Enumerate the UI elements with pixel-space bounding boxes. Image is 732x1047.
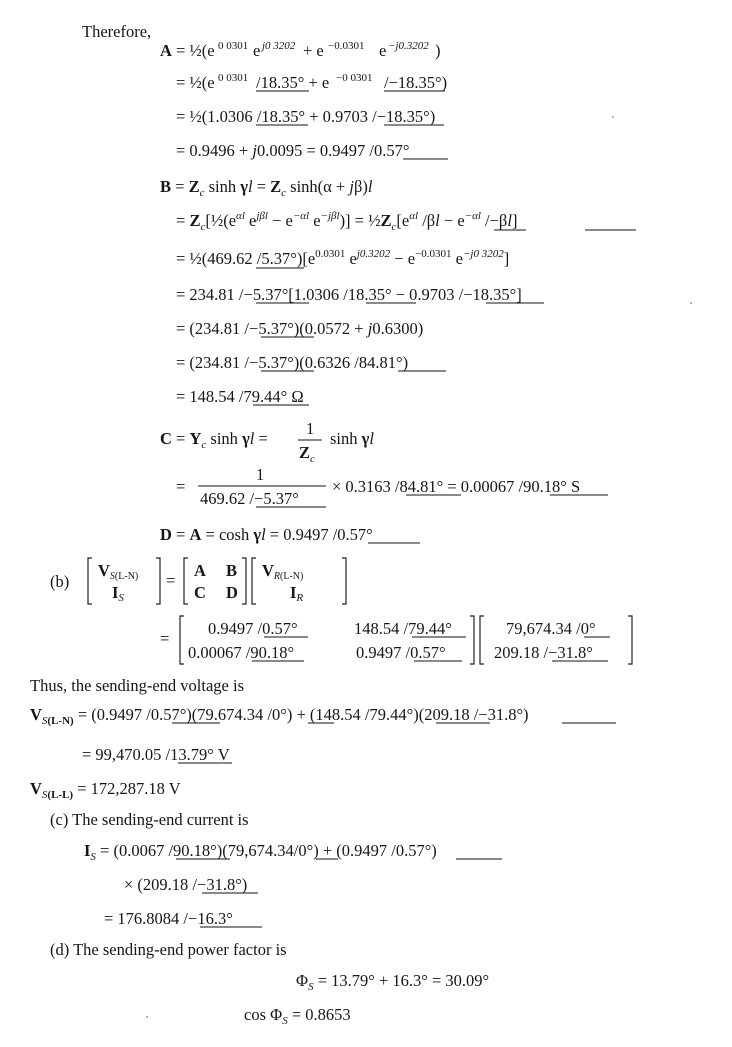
svg-text:B = Zc sinh γl = Zc sinh(α + j: $B = Z_c$ $\sinh \gamma l = Z_c$ sinh(α + jβ)l (160, 177, 373, 199)
svg-text:= ½(e: = ½(e (176, 73, 215, 92)
svg-text:A: A (160, 41, 172, 60)
svg-text:0.00067 /90.18°: 0.00067 /90.18° (188, 643, 295, 662)
svg-text:× 0.3163 /84.81° = 0.00067 /90: × 0.3163 /84.81° = 0.00067 /90.18° S (332, 477, 581, 496)
scan-speck (690, 302, 692, 304)
part-c-heading (50, 810, 249, 830)
part-d-label: (d) (50, 940, 70, 959)
svg-text:D: D (226, 583, 238, 602)
svg-text:209.18 /−31.8°: 209.18 /−31.8° (494, 643, 593, 662)
svg-text:A: A (194, 561, 206, 580)
svg-text:−0.0301: −0.0301 (328, 40, 365, 52)
scan-speck (612, 116, 614, 118)
eq-b-line5 (176, 314, 536, 344)
current-eq-line1 (84, 836, 584, 866)
svg-text:= 234.81 /−5.37°[1.0306 /18.35: = 234.81 /−5.37°[1.0306 /18.35° − 0.9703 /−18.35°] (176, 285, 522, 304)
svg-text:e: e (379, 41, 387, 60)
voltage-ll (30, 774, 330, 804)
svg-text:j0 3202: j0 3202 (262, 40, 296, 52)
matrix-equation (86, 554, 366, 608)
voltage-eq-line2 (82, 740, 382, 770)
svg-text:sinh γl: sinh γl (330, 429, 374, 448)
svg-text:): ) (435, 41, 441, 60)
svg-text:/18.35° + e: /18.35° + e (256, 73, 330, 92)
svg-text:=: = (166, 571, 176, 590)
eq-c-line1 (160, 416, 460, 466)
eq-d-line1 (160, 520, 480, 550)
svg-text:0 0301: 0 0301 (218, 40, 249, 52)
part-d-intro: The sending-end power factor is (73, 940, 287, 959)
svg-text:0.9497 /0.57°: 0.9497 /0.57° (208, 619, 298, 638)
svg-text:= 99,470.05 /13.79° V: = 99,470.05 /13.79° V (82, 745, 230, 764)
svg-text:= 0.9496 + j0.0095 = 0.9497 /0: = 0.9496 + j0.0095 = 0.9497 /0.57° (176, 141, 410, 160)
svg-text:= 148.54 /79.44° Ω: = 148.54 /79.44° Ω (176, 387, 304, 406)
current-eq-line3 (104, 904, 364, 934)
eq-b-line2 (176, 204, 676, 238)
svg-text:−j0.3202: −j0.3202 (388, 40, 429, 52)
svg-text:= 176.8084 /−16.3°: = 176.8084 /−16.3° (104, 909, 233, 928)
svg-text:= Zc[½(eαl ejβl − e−αl e−jβl)]: = $Z_c[\frac{1}{2}(e^{\alpha l}$ $e^{j\beta l} - e^{-\alpha l}$ $e^{-j\beta l}$)] = $\frac{1}{2}Z_c[e^{\alpha l}$ $/\beta l - e^{-\alpha l}$ /−βl] (176, 210, 518, 233)
svg-text:cos ΦS = 0.8653: $\cos \Phi_S = 0.8653$ (244, 1005, 351, 1027)
svg-text:= ½(e: = ½(e (176, 41, 215, 60)
therefore-text: Therefore, (82, 22, 152, 41)
svg-text:ΦS = 13.79° + 16.3° = 30.09°: $\Phi_S = 13.79^\circ + 16.3^\circ = 30.09^\circ$ (296, 971, 490, 993)
eq-a-line1 (160, 36, 500, 66)
svg-text:1: 1 (256, 465, 265, 484)
eq-b-line6 (176, 348, 536, 378)
svg-text:VS(L-L) = 172,287.18 V: $V_S(L-L) = 172,287.18$ V (30, 779, 181, 801)
svg-text:+ e: + e (303, 41, 324, 60)
matrix-values (160, 612, 640, 668)
voltage-intro: Thus, the sending-end voltage is (30, 676, 245, 695)
scan-speck (146, 1016, 148, 1018)
svg-text:VS(L-N): VS(L-N) (98, 561, 139, 582)
svg-text:D = A = cosh γl = 0.9497 /0.57: D = A = cosh γl = 0.9497 /0.57° (160, 525, 373, 544)
svg-text:= (234.81 /−5.37°)(0.6326 /84.: = (234.81 /−5.37°)(0.6326 /84.81°) (176, 353, 409, 372)
eq-b-line7 (176, 382, 436, 412)
svg-text:Zc: $Z_c$ (299, 443, 315, 465)
svg-text:e: e (253, 41, 261, 60)
svg-text:VR(L-N): VR(L-N) (262, 561, 304, 582)
svg-text:=: = (176, 477, 186, 496)
svg-text:IR: IR (290, 583, 304, 604)
pf-eq-line1 (296, 966, 556, 996)
svg-text:/−18.35°): /−18.35°) (384, 73, 448, 92)
eq-b-line4 (176, 280, 636, 310)
eq-a-line3 (176, 102, 516, 132)
eq-b-line3 (176, 242, 636, 276)
svg-text:−0 0301: −0 0301 (336, 72, 373, 84)
svg-text:IS = (0.0067 /90.18°)(79,674.3: $I_S = (0.0067$ /90.18°)(79,674.34/0°) + (0.9497 /0.57°) (84, 841, 437, 863)
part-c-label: (c) (50, 810, 69, 829)
svg-text:IS: IS (112, 583, 124, 604)
svg-text:0 0301: 0 0301 (218, 72, 249, 84)
eq-a-line4 (176, 136, 496, 166)
svg-text:=: = (160, 629, 170, 648)
svg-text:469.62 /−5.37°: 469.62 /−5.37° (200, 489, 299, 508)
svg-text:= (234.81 /−5.37°)(0.0572 + j0: = (234.81 /−5.37°)(0.0572 + j0.6300) (176, 319, 424, 338)
svg-text:× (209.18 /−31.8°): × (209.18 /−31.8°) (124, 875, 248, 894)
svg-text:C: C (194, 583, 206, 602)
part-c-intro: The sending-end current is (72, 810, 249, 829)
pf-eq-line2 (244, 1000, 444, 1030)
eq-a-line2 (176, 68, 516, 98)
svg-text:= ½(469.62 /5.37°)[e0.0301 ej0: = ½(469.62 $/5.37^\circ)[e^{0.0301}$ $e^{j0.3202} - e^{-0.0301}$ $e^{-j0 3202}$] (176, 248, 510, 268)
voltage-eq-line1 (30, 700, 710, 730)
current-eq-line2 (124, 870, 384, 900)
part-b-label: (b) (50, 572, 70, 591)
svg-text:B: B (226, 561, 238, 580)
svg-text:VS(L-N) = (0.9497 /0.57°)(79.6: $V_S(L-N) = (0.9497$ /0.57°)(79.674.34 /0°) + (148.54 /79.44°)(209.18 /−31.8°) (30, 705, 529, 727)
svg-text:0.9497 /0.57°: 0.9497 /0.57° (356, 643, 446, 662)
eq-c-line2 (176, 462, 656, 512)
eq-b-line1 (160, 172, 500, 202)
svg-text:148.54 /79.44°: 148.54 /79.44° (354, 619, 452, 638)
svg-text:= ½(1.0306 /18.35° + 0.9703 /−: = ½(1.0306 /18.35° + 0.9703 /−18.35°) (176, 107, 436, 126)
svg-text:79,674.34 /0°: 79,674.34 /0° (506, 619, 596, 638)
svg-text:C = Yc sinh γl =: $C = Y_c$ sinh γl = (160, 429, 268, 451)
svg-text:1: 1 (306, 419, 315, 438)
part-d-heading (50, 940, 287, 960)
